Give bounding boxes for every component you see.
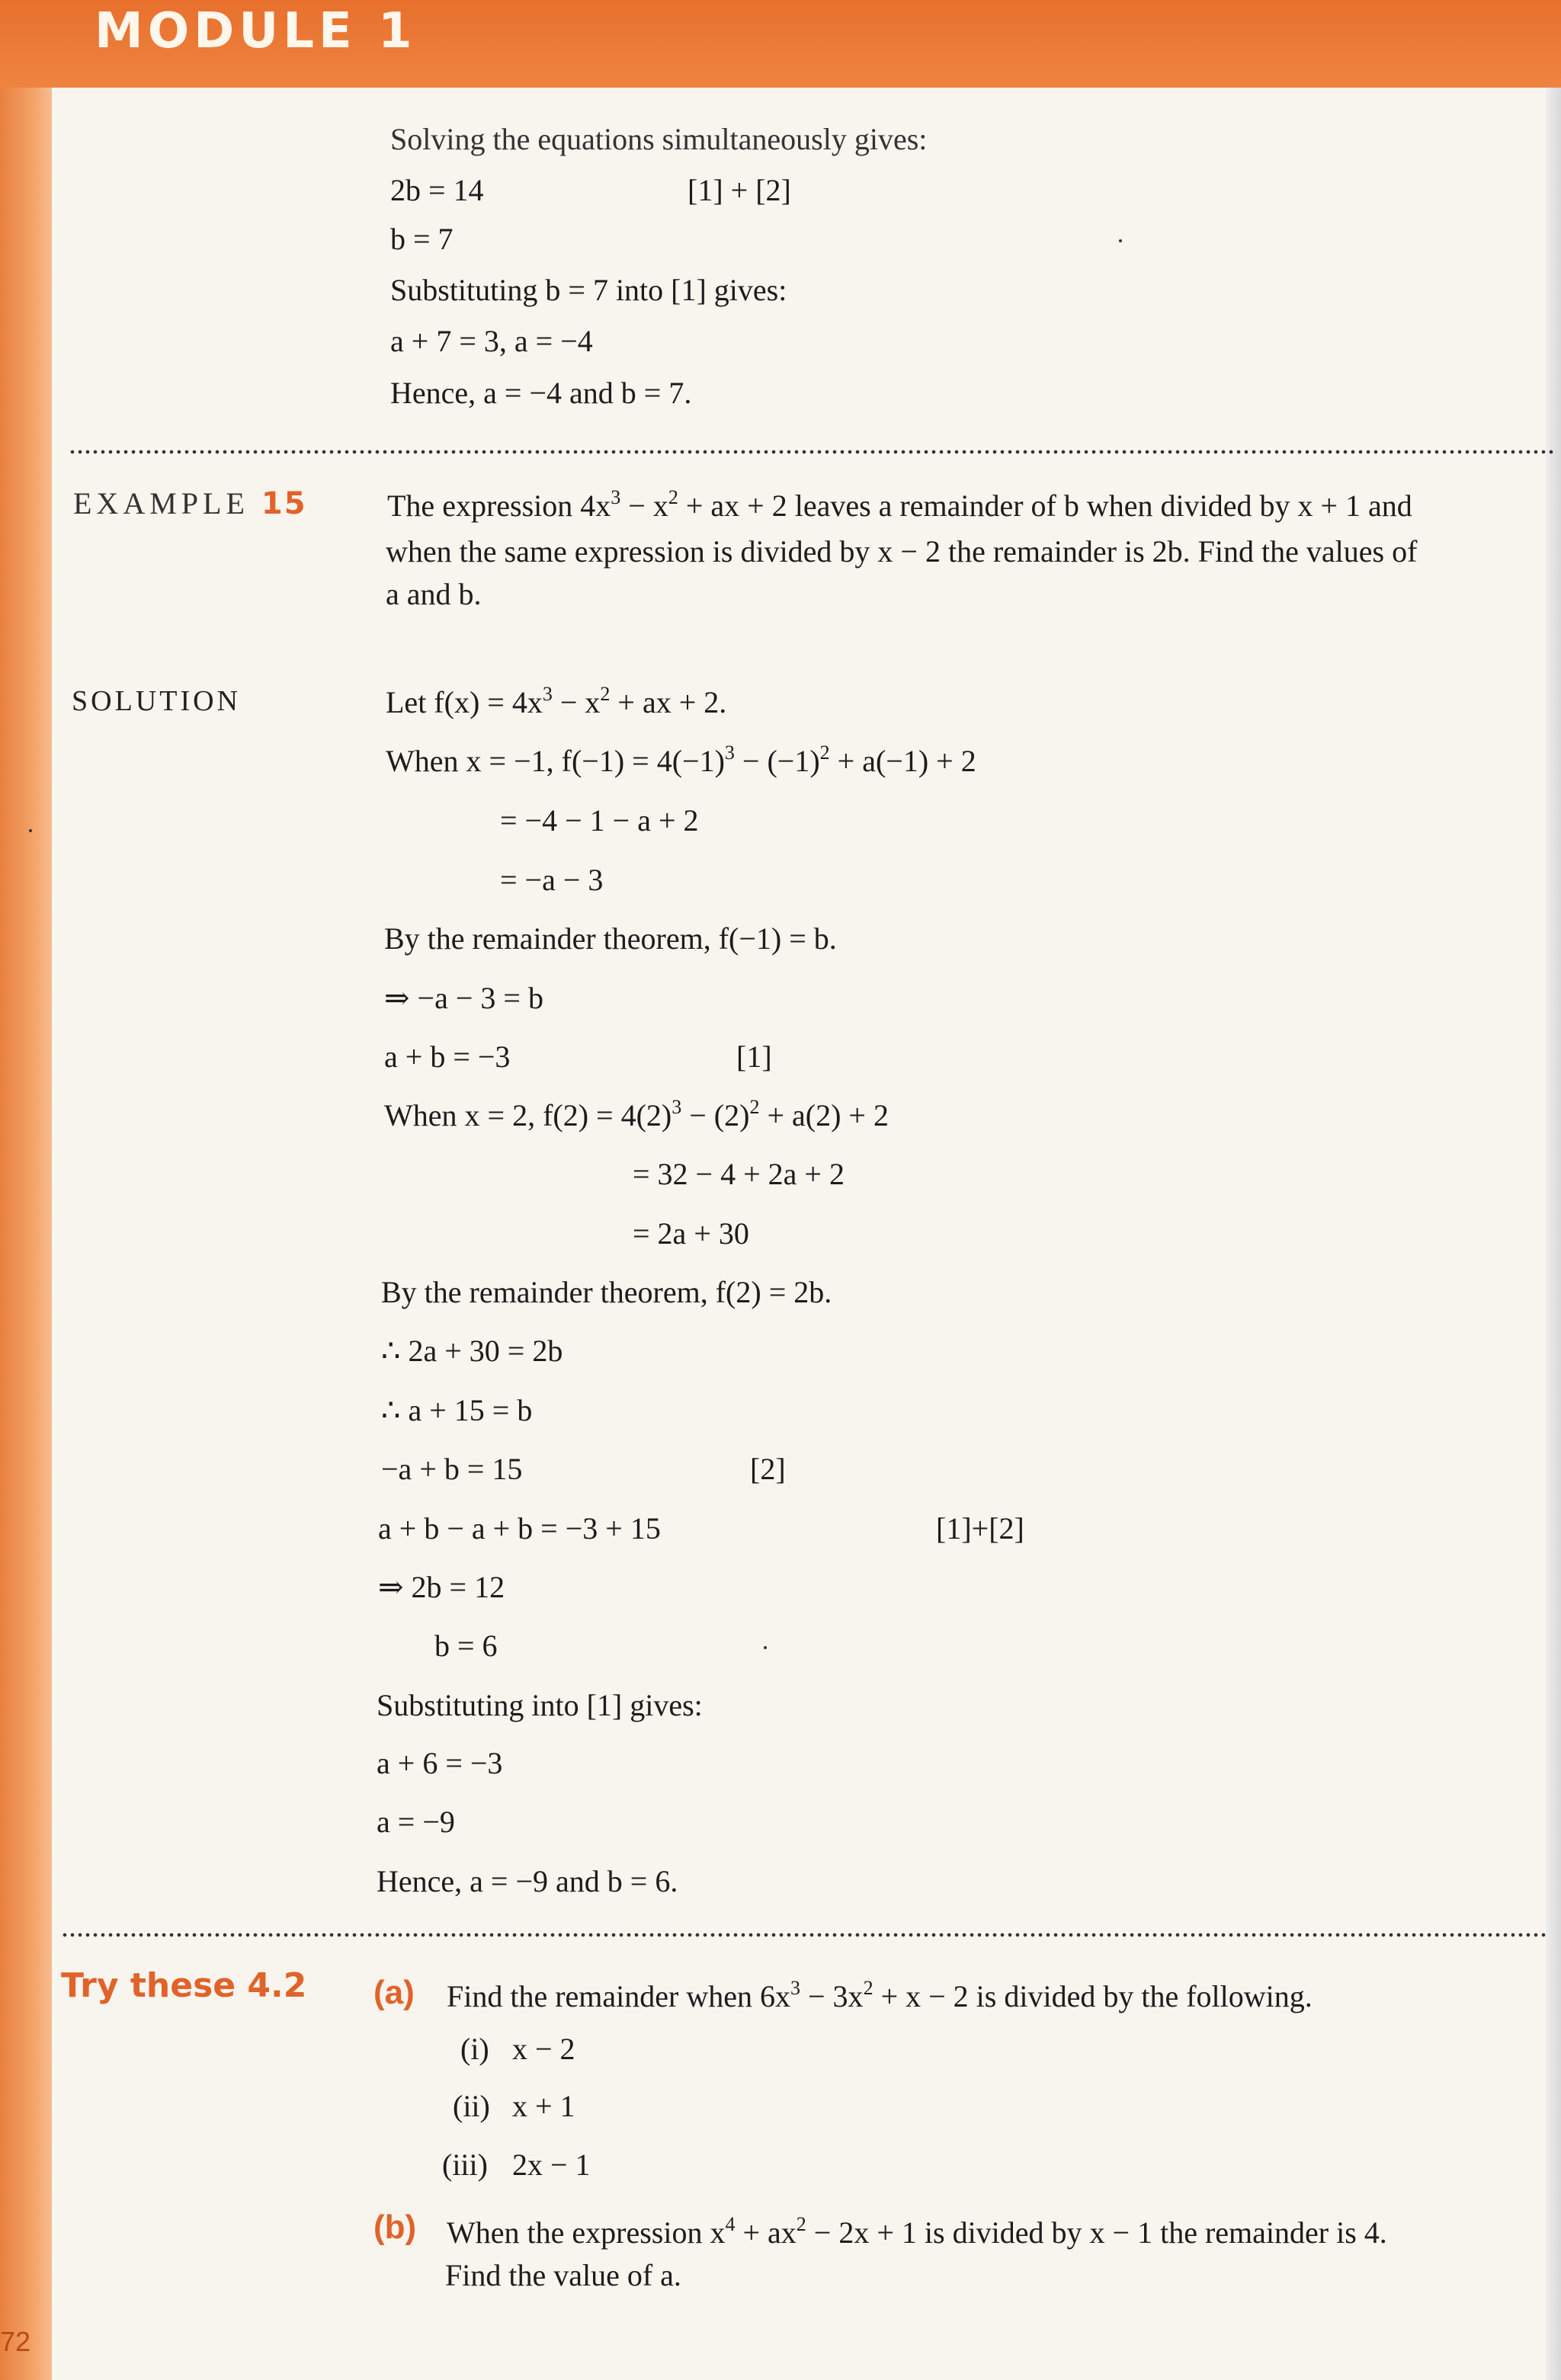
let-part-c: + ax + 2. xyxy=(610,685,727,719)
item-i-number: (i) xyxy=(460,2032,489,2066)
solution-implies-2: ⇒ 2b = 12 xyxy=(378,1570,505,1604)
equation-a-minus-4: a + 7 = 3, a = −4 xyxy=(390,324,593,358)
when2-sup-3: 3 xyxy=(672,1096,682,1118)
part-b-sup-2: 2 xyxy=(796,2213,806,2235)
solution-step-3: = 32 − 4 + 2a + 2 xyxy=(633,1157,845,1191)
when2-part-b: − (2) xyxy=(681,1098,750,1132)
module-title: MODULE 1 xyxy=(95,3,417,59)
solution-let-f xyxy=(386,684,726,721)
solution-theorem-2: By the remainder theorem, f(2) = 2b. xyxy=(381,1275,832,1309)
item-iii-number: (iii) xyxy=(442,2148,488,2182)
equation-2b-14-tag: [1] + [2] xyxy=(688,173,791,207)
solution-sum-tag: [1]+[2] xyxy=(936,1511,1024,1546)
solution-step-1: = −4 − 1 − a + 2 xyxy=(500,803,699,838)
solution-conclusion: Hence, a = −9 and b = 6. xyxy=(377,1864,678,1898)
q1-sup-2: 2 xyxy=(668,486,678,508)
solution-equation-3: a + 6 = −3 xyxy=(377,1746,503,1780)
equation-b-7: b = 7 xyxy=(390,222,454,256)
let-sup-2: 2 xyxy=(600,683,611,705)
let-part-a: Let f(x) = 4x xyxy=(386,685,543,719)
q1-part-b: − x xyxy=(620,488,668,523)
solution-b-value: b = 6 xyxy=(434,1629,498,1663)
solution-equation-1: a + b = −3 xyxy=(384,1039,511,1074)
item-iii-expression: 2x − 1 xyxy=(512,2148,591,2182)
solution-a-value: a = −9 xyxy=(377,1805,455,1839)
let-sup-3: 3 xyxy=(542,683,553,705)
scan-speck xyxy=(764,1646,767,1649)
page-number: 72 xyxy=(0,2326,31,2357)
dotted-divider-2 xyxy=(61,1933,1547,1937)
when1-sup-2: 2 xyxy=(819,742,830,764)
example-question-line-2: when the same expression is divided by x − 2 the remainder is 2b. Find the values of xyxy=(386,534,1418,569)
part-b-question-line-1 xyxy=(447,2215,1387,2251)
part-a-question xyxy=(447,1978,1313,2015)
when1-sup-3: 3 xyxy=(724,742,735,764)
scan-speck xyxy=(1119,239,1122,242)
part-a-sup-2: 2 xyxy=(863,1977,873,1999)
page-paper xyxy=(52,88,1546,2380)
equation-2b-14: 2b = 14 xyxy=(390,173,484,207)
solution-label: SOLUTION xyxy=(72,685,241,717)
part-b-label: (b) xyxy=(373,2209,417,2246)
let-part-b: − x xyxy=(552,685,601,719)
when2-sup-2: 2 xyxy=(749,1096,760,1118)
when2-part-a: When x = 2, f(2) = 4(2) xyxy=(384,1098,672,1132)
solution-equation-2-tag: [2] xyxy=(750,1452,786,1486)
item-i-expression: x − 2 xyxy=(512,2032,575,2066)
simultaneous-intro: Solving the equations simultaneously gives: xyxy=(390,122,928,156)
solution-when-2 xyxy=(384,1097,889,1134)
solution-step-4: = 2a + 30 xyxy=(633,1216,749,1251)
example-question-line-3: a and b. xyxy=(386,577,482,611)
solution-equation-1-tag: [1] xyxy=(736,1039,772,1074)
example-number: 15 xyxy=(261,486,307,521)
part-b-text-c: − 2x + 1 is divided by x − 1 the remainder is 4. xyxy=(806,2215,1387,2250)
q1-part-a: The expression 4x xyxy=(387,488,611,523)
try-these-label: Try these 4.2 xyxy=(61,1966,307,2005)
part-b-question-line-2: Find the value of a. xyxy=(445,2258,681,2292)
item-ii-expression: x + 1 xyxy=(512,2089,575,2123)
scan-speck xyxy=(29,829,32,832)
when2-part-c: + a(2) + 2 xyxy=(759,1098,889,1132)
part-a-sup-3: 3 xyxy=(790,1977,800,1999)
when1-part-b: − (−1) xyxy=(734,744,820,778)
substitution-line: Substituting b = 7 into [1] gives: xyxy=(390,273,787,307)
part-b-text-a: When the expression x xyxy=(447,2215,726,2250)
solution-when-minus-1 xyxy=(386,743,976,780)
q1-part-c: + ax + 2 leaves a remainder of b when divided by x + 1 and xyxy=(678,488,1412,523)
when1-part-a: When x = −1, f(−1) = 4(−1) xyxy=(386,744,725,778)
part-a-text-a: Find the remainder when 6x xyxy=(447,1979,790,2013)
module-header-band xyxy=(0,0,1561,88)
part-b-text-b: + ax xyxy=(735,2215,797,2250)
solution-equation-2: −a + b = 15 xyxy=(381,1452,523,1486)
solution-substitution: Substituting into [1] gives: xyxy=(377,1688,703,1722)
solution-theorem-1: By the remainder theorem, f(−1) = b. xyxy=(384,921,837,956)
solution-therefore-2: ∴ a + 15 = b xyxy=(381,1393,533,1427)
example-label xyxy=(73,485,307,521)
solution-implies-1: ⇒ −a − 3 = b xyxy=(384,981,543,1015)
part-b-sup-4: 4 xyxy=(725,2213,736,2235)
continuation-conclusion: Hence, a = −4 and b = 7. xyxy=(390,376,692,410)
solution-therefore-1: ∴ 2a + 30 = 2b xyxy=(381,1334,563,1368)
when1-part-c: + a(−1) + 2 xyxy=(829,744,976,778)
example-question-line-1 xyxy=(387,488,1412,524)
example-label-text: EXAMPLE xyxy=(73,486,249,521)
item-ii-number: (ii) xyxy=(453,2089,490,2123)
dotted-divider xyxy=(69,450,1555,454)
part-a-text-b: − 3x xyxy=(800,1979,864,2013)
solution-sum: a + b − a + b = −3 + 15 xyxy=(378,1511,661,1546)
part-a-label: (a) xyxy=(373,1974,415,2011)
solution-step-2: = −a − 3 xyxy=(500,863,604,897)
part-a-text-c: + x − 2 is divided by the following. xyxy=(873,1979,1313,2013)
q1-sup-3: 3 xyxy=(611,486,621,508)
